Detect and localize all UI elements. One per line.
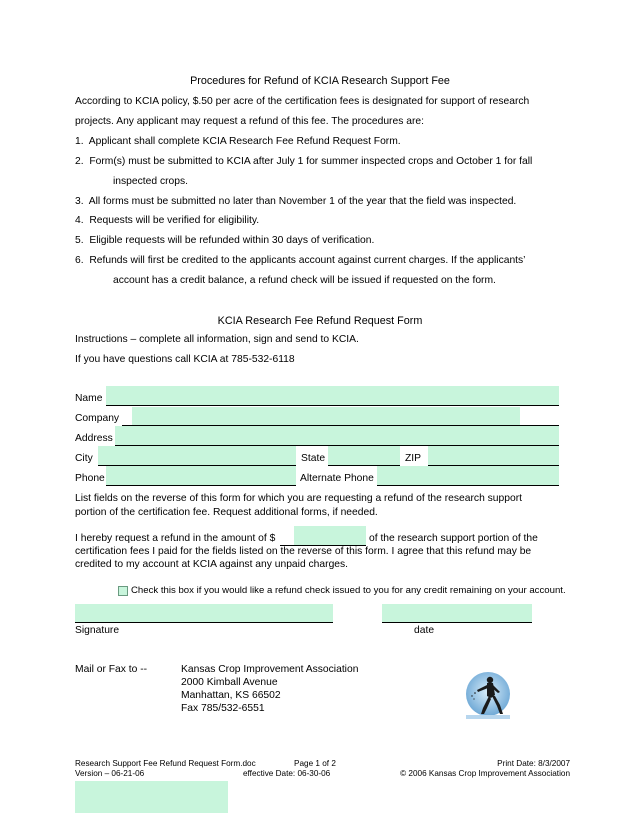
alt-phone-underline bbox=[377, 485, 559, 486]
procedure-item-4: 4. Requests will be verified for eligibility. bbox=[75, 215, 260, 226]
address-label: Address bbox=[75, 433, 113, 444]
form-instructions: Instructions – complete all information, sign and send to KCIA. bbox=[75, 334, 359, 345]
name-label: Name bbox=[75, 393, 103, 404]
footer-page: Page 1 of 2 bbox=[294, 759, 336, 768]
procedure-item-5: 5. Eligible requests will be refunded within 30 days of verification. bbox=[75, 235, 375, 246]
procedure-item-6: 6. Refunds will first be credited to the applicants account against current charges. If the applicants’ bbox=[75, 255, 526, 266]
footer-version: Version – 06-21-06 bbox=[75, 769, 145, 778]
city-label: City bbox=[75, 453, 93, 464]
refund-amount-field[interactable] bbox=[294, 526, 366, 545]
date-label: date bbox=[414, 625, 435, 636]
name-field[interactable] bbox=[106, 386, 559, 406]
list-fields-line2: portion of the certification fee. Request additional forms, if needed. bbox=[75, 507, 378, 518]
procedure-item-2: 2. Form(s) must be submitted to KCIA after July 1 for summer inspected crops and October 1 for fall bbox=[75, 156, 533, 167]
mail-line-1: Kansas Crop Improvement Association bbox=[181, 664, 359, 675]
phone-underline bbox=[106, 485, 296, 486]
company-field[interactable] bbox=[132, 407, 520, 425]
footer-print-date: Print Date: 8/3/2007 bbox=[497, 759, 570, 768]
refund-check-checkbox[interactable] bbox=[118, 586, 128, 596]
phone-field[interactable] bbox=[106, 466, 296, 485]
request-line3: credited to my account at KCIA against any unpaid charges. bbox=[75, 559, 349, 570]
city-field[interactable] bbox=[98, 446, 296, 465]
signature-field[interactable] bbox=[75, 604, 333, 622]
phone-label: Phone bbox=[75, 473, 105, 484]
footer-copyright: © 2006 Kansas Crop Improvement Association bbox=[400, 769, 570, 778]
signature-label: Signature bbox=[75, 625, 120, 636]
form-questions: If you have questions call KCIA at 785-532-6118 bbox=[75, 354, 295, 365]
footer-effective-date: effective Date: 06-30-06 bbox=[243, 769, 331, 778]
zip-field[interactable] bbox=[428, 446, 559, 465]
procedure-item-1: 1. Applicant shall complete KCIA Research Fee Refund Request Form. bbox=[75, 136, 401, 147]
alt-phone-label: Alternate Phone bbox=[300, 473, 374, 484]
form-title: KCIA Research Fee Refund Request Form bbox=[217, 315, 423, 327]
mail-line-2: 2000 Kimball Avenue bbox=[181, 677, 278, 688]
refund-check-label: Check this box if you would like a refund check issued to you for any credit remaining on your account. bbox=[131, 585, 566, 596]
name-underline bbox=[106, 405, 559, 406]
mail-line-4: Fax 785/532-6551 bbox=[181, 703, 265, 714]
request-post-text: of the research support portion of the bbox=[369, 533, 538, 544]
date-underline bbox=[382, 622, 532, 623]
request-pre-text: I hereby request a refund in the amount of $ bbox=[75, 533, 276, 544]
procedures-title: Procedures for Refund of KCIA Research Support Fee bbox=[190, 75, 450, 87]
address-field[interactable] bbox=[115, 426, 559, 445]
mail-line-3: Manhattan, KS 66502 bbox=[181, 690, 281, 701]
procedure-item-3: 3. All forms must be submitted no later than November 1 of the year that the field was inspected. bbox=[75, 196, 517, 207]
mail-label: Mail or Fax to -- bbox=[75, 664, 148, 675]
request-line2: certification fees I paid for the fields listed on the reverse of this form. I agree that this refund may be bbox=[75, 546, 532, 557]
procedures-intro-line2: projects. Any applicant may request a refund of this fee. The procedures are: bbox=[75, 116, 424, 127]
company-label: Company bbox=[75, 413, 120, 424]
procedure-item-6-cont: account has a credit balance, a refund check will be issued if requested on the form. bbox=[113, 275, 496, 286]
office-use-field[interactable] bbox=[75, 781, 228, 813]
alt-phone-field[interactable] bbox=[377, 466, 559, 485]
procedures-intro-line1: According to KCIA policy, $.50 per acre of the certification fees is designated for support of research bbox=[75, 96, 530, 107]
list-fields-line1: List fields on the reverse of this form for which you are requesting a refund of the research support bbox=[75, 493, 523, 504]
kcia-sower-logo bbox=[460, 668, 516, 724]
procedure-item-2-cont: inspected crops. bbox=[113, 176, 188, 187]
state-field[interactable] bbox=[328, 446, 400, 465]
date-field[interactable] bbox=[382, 604, 532, 622]
zip-label: ZIP bbox=[405, 453, 422, 464]
state-label: State bbox=[301, 453, 326, 464]
footer-filename: Research Support Fee Refund Request Form.doc bbox=[75, 759, 256, 768]
signature-underline bbox=[75, 622, 333, 623]
